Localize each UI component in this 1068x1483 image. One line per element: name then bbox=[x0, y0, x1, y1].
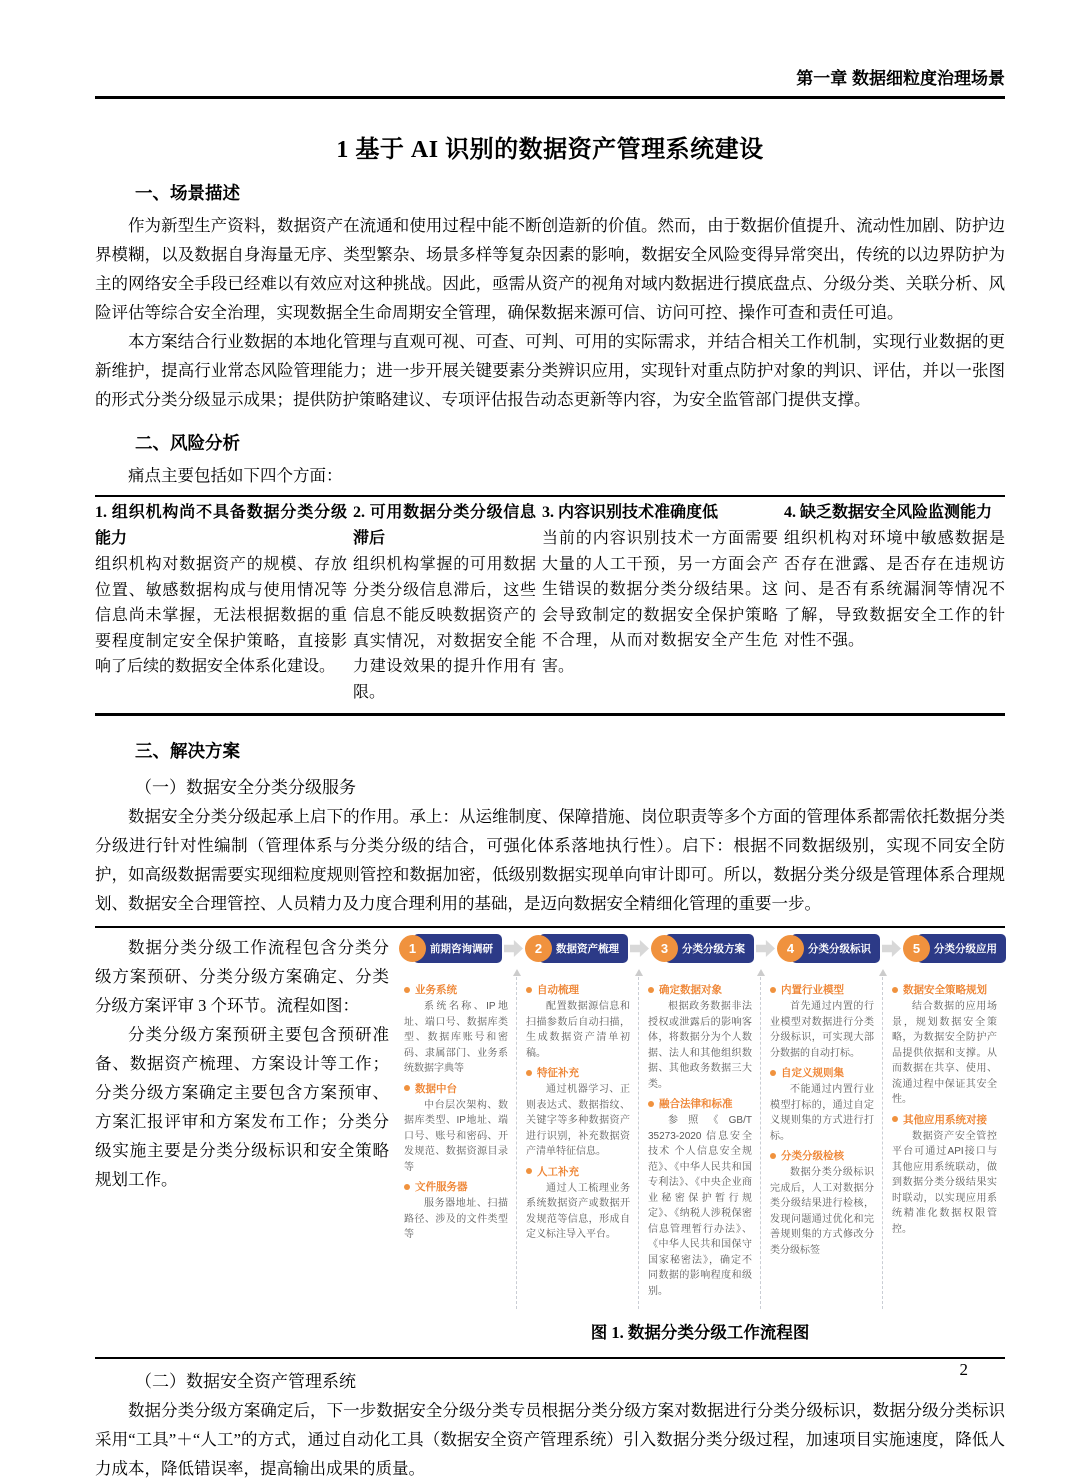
bullet-dot-icon bbox=[648, 1101, 654, 1107]
flow-step-chip-5 bbox=[903, 934, 1006, 963]
step-label: 前期咨询调研 bbox=[413, 934, 502, 963]
bullet-dot-icon bbox=[770, 1153, 776, 1159]
bullet-dot-icon bbox=[770, 987, 776, 993]
paragraph: 数据安全分类分级起承上启下的作用。承上：从运维制度、保障措施、岗位职责等多个方面的管理体系都需依托数据分类分级进行针对性编制（管理体系与分类分级的结合，可强化体系落地执行性）。启下：根据不同数据级别，实现不同安全防护，如高级数据需要实现细粒度规则管控和数据加密，低级别数据实现单向审计即可。所以，数据分类分级是管理体系合理规划、数据安全合理管控、人员精力及力度合理利用的基础，是迈向数据安全精细化管理的重要一步。 bbox=[95, 807, 1005, 913]
risk-cell-3 bbox=[542, 500, 778, 705]
risk-table bbox=[95, 495, 1005, 716]
flow-column-5 bbox=[883, 977, 1005, 1309]
figure-left-text bbox=[95, 928, 395, 1357]
step-number-badge: 3 bbox=[651, 935, 678, 962]
bullet-dot-icon bbox=[404, 987, 410, 993]
risk-title: 2. 可用数据分类分级信息滞后 bbox=[353, 504, 536, 547]
flow-item-title: 分类分级检核 bbox=[781, 1150, 844, 1162]
flow-step-chip-2 bbox=[525, 934, 628, 963]
risk-cell-4 bbox=[784, 500, 1005, 705]
flow-column-2 bbox=[517, 977, 639, 1309]
bullet-dot-icon bbox=[404, 1184, 410, 1190]
subsection-heading-2: （二）数据安全资产管理系统 bbox=[135, 1372, 356, 1391]
risk-cell-2 bbox=[353, 500, 536, 705]
flow-arrow-icon bbox=[630, 940, 649, 957]
step-number-badge: 4 bbox=[777, 935, 804, 962]
risk-intro: 痛点主要包括如下四个方面： bbox=[128, 466, 343, 485]
flow-arrow-icon bbox=[504, 940, 523, 957]
flow-item-title: 人工补充 bbox=[537, 1165, 579, 1178]
flow-item-title: 其他应用系统对接 bbox=[903, 1113, 987, 1126]
flowchart-detail-columns bbox=[395, 977, 1005, 1309]
header-rule bbox=[95, 96, 1005, 99]
paragraph: 数据分类分级工作流程包含分类分级方案预研、分类分级方案确定、分类分级方案评审 3 个环节。流程如图： bbox=[95, 938, 389, 1015]
paragraph: 作为新型生产资料，数据资产在流通和使用过程中能不断创造新的价值。然而，由于数据价值提升、流动性加剧、防护边界模糊，以及数据自身海量无序、类型繁杂、场景多样等复杂因素的影响，数据安全风险变得异常突出，传统的以边界防护为主的网络安全手段已经难以有效应对这种挑战。因此，亟需从资产的视角对域内数据进行摸底盘点、分级分类、关联分析、风险评估等综合安全治理，实现数据全生命周期安全管理，确保数据来源可信、访问可控、操作可查和责任可追。 bbox=[95, 216, 1005, 322]
step-number-badge: 1 bbox=[399, 935, 426, 962]
flow-step-chip-4 bbox=[777, 934, 880, 963]
flow-item-body: 中台层次架构、数据库类型、IP地址、端口号、账号和密码、开发规范、数据资源目录等 bbox=[404, 1099, 508, 1173]
flow-item-body: 服务器地址、扫描路径、涉及的文件类型等 bbox=[404, 1198, 508, 1240]
risk-body: 组织机构对数据资产的规模、存放位置、敏感数据构成与使用情况等信息尚未掌握，无法根据数据的重要程度制定安全保护策略，直接影响了后续的数据安全体系化建设。 bbox=[95, 556, 347, 675]
flowchart bbox=[395, 928, 1005, 1357]
flow-column-1 bbox=[395, 977, 517, 1309]
flow-step-chip-1 bbox=[399, 934, 502, 963]
step-label: 分类分级标识 bbox=[791, 934, 880, 963]
flow-item-body: 系统名称、IP地址、端口号、数据库类型、数据库账号和密码、隶属部门、业务系统数据字典等 bbox=[404, 1001, 508, 1074]
section-heading-3: 三、解决方案 bbox=[135, 741, 240, 761]
figure-caption: 图 1. 数据分类分级工作流程图 bbox=[590, 1323, 810, 1342]
flow-item-body: 通过人工梳理业务系统数据资产或数据开发规范等信息，形成自定义标注导入平台。 bbox=[526, 1182, 630, 1240]
risk-body: 组织机构对环境中敏感数据是否存在泄露、是否存在违规访问、是否有系统漏洞等情况不了解，导致数据安全工作的针对性不强。 bbox=[784, 530, 1005, 649]
flow-item-title: 融合法律和标准 bbox=[659, 1098, 733, 1110]
step-number-badge: 2 bbox=[525, 935, 552, 962]
flow-item-body: 配置数据源信息和扫描参数后自动扫描，生成数据资产清单初稿。 bbox=[526, 1001, 630, 1059]
flow-arrow-icon bbox=[882, 940, 901, 957]
bullet-dot-icon bbox=[892, 1116, 898, 1122]
step-label: 分类分级应用 bbox=[917, 934, 1006, 963]
step-label: 分类分级方案 bbox=[665, 934, 754, 963]
flow-item-body: 参照《GB/T 35273-2020 信息安全技术 个人信息安全规范》、《中华人民共和国专利法》、《中央企业商业秘密保护暂行规定》、《纳税人涉税保密信息管理暂行办法》、《中华人民共和国保守国家秘密法》，确定不同数据的影响程度和级别。 bbox=[648, 1115, 752, 1297]
paragraph: 本方案结合行业数据的本地化管理与直观可视、可查、可判、可用的实际需求，并结合相关工作机制，实现行业数据的更新维护，提高行业常态风险管理能力；进一步开展关键要素分类辨识应用，实现针对重点防护对象的判识、评估，并以一张图的形式分类分级显示成果；提供防护策略建议、专项评估报告动态更新等内容，为安全监管部门提供支撑。 bbox=[95, 332, 1005, 409]
flow-item-title: 自动梳理 bbox=[537, 984, 579, 996]
figure-block bbox=[95, 926, 1005, 1359]
page-content bbox=[95, 0, 1005, 1483]
flow-item-body: 数据分类分级标识完成后，人工对数据分类分级结果进行检核，发现问题通过优化和完善规则集的方式修改分类分级标签 bbox=[770, 1167, 874, 1256]
flow-item-body: 数据资产安全管控平台可通过API接口与其他应用系统联动，做到数据分类分级结果实时联动，以实现应用系统精准化数据权限管控。 bbox=[892, 1130, 997, 1235]
subsection-heading-1: （一）数据安全分类分级服务 bbox=[135, 778, 356, 797]
flow-item-title: 数据中台 bbox=[415, 1082, 457, 1095]
flow-item-title: 业务系统 bbox=[415, 984, 457, 996]
risk-title: 1. 组织机构尚不具备数据分类分级能力 bbox=[95, 504, 347, 547]
section-heading-1: 一、场景描述 bbox=[135, 183, 240, 203]
flow-item-body: 结合数据的应用场景，规划数据安全策略，为数据安全防护产品提供依据和支撑。从而数据在共享、使用、流通过程中保证其安全性。 bbox=[892, 1001, 997, 1105]
flow-item-title: 内置行业模型 bbox=[781, 984, 844, 996]
flow-item-title: 文件服务器 bbox=[415, 1181, 468, 1193]
flow-item-title: 数据安全策略规划 bbox=[903, 984, 987, 996]
risk-cell-1 bbox=[95, 500, 347, 705]
bullet-dot-icon bbox=[770, 1070, 776, 1076]
paragraph: 数据分类分级方案确定后，下一步数据安全分级分类专员根据分类分级方案对数据进行分类分级标识，数据分级分类标识采用“工具”＋“人工”的方式，通过自动化工具（数据安全资产管理系统）引入数据分类分级过程，加速项目实施速度，降低人力成本，降低错误率，提高输出成果的质量。 bbox=[95, 1401, 1005, 1478]
flow-item-title: 自定义规则集 bbox=[781, 1067, 844, 1079]
risk-body: 组织机构掌握的可用数据分类分级信息滞后，这些信息不能反映数据资产的真实情况，对数据安全能力建设效果的提升作用有限。 bbox=[353, 556, 536, 701]
bullet-dot-icon bbox=[526, 1168, 532, 1174]
bullet-dot-icon bbox=[526, 987, 532, 993]
bullet-dot-icon bbox=[526, 1070, 532, 1076]
section-heading-2: 二、风险分析 bbox=[135, 433, 240, 453]
flow-arrow-icon bbox=[756, 940, 775, 957]
chapter-header: 第一章 数据细粒度治理场景 bbox=[796, 69, 1005, 88]
risk-title: 3. 内容识别技术准确度低 bbox=[542, 504, 719, 521]
risk-body: 当前的内容识别技术一方面需要大量的人工干预，另一方面会产生错误的数据分类分级结果。这会导致制定的数据安全保护策略不合理，从而对数据安全产生危害。 bbox=[542, 530, 778, 675]
risk-title: 4. 缺乏数据安全风险监测能力 bbox=[784, 504, 993, 521]
flow-item-title: 特征补充 bbox=[537, 1067, 579, 1079]
paragraph: 分类分级方案预研主要包含预研准备、数据资产梳理、方案设计等工作；分类分级方案确定主要包含方案预审、方案汇报评审和方案发布工作；分类分级实施主要是分类分级标识和安全策略规划工作。 bbox=[95, 1025, 389, 1189]
bullet-dot-icon bbox=[404, 1085, 410, 1091]
flow-column-3 bbox=[639, 977, 761, 1309]
page-title: 1 基于 AI 识别的数据资产管理系统建设 bbox=[336, 137, 764, 163]
flow-column-4 bbox=[761, 977, 883, 1309]
page-number: 2 bbox=[959, 1360, 968, 1379]
flow-item-body: 通过机器学习、正则表达式、数据指纹、关键字等多种数据资产进行识别，补充数据资产清单特征信息。 bbox=[526, 1084, 630, 1157]
step-number-badge: 5 bbox=[903, 935, 930, 962]
flow-item-title: 确定数据对象 bbox=[659, 984, 722, 996]
flow-step-chip-3 bbox=[651, 934, 754, 963]
step-label: 数据资产梳理 bbox=[539, 934, 628, 963]
flow-item-body: 不能通过内置行业模型打标的，通过自定义规则集的方式进行打标。 bbox=[770, 1084, 874, 1142]
bullet-dot-icon bbox=[892, 987, 898, 993]
flowchart-steps-header bbox=[395, 932, 1005, 963]
flow-item-body: 首先通过内置的行业模型对数据进行分类分级标识，可实现大部分数据的自动打标。 bbox=[770, 1001, 874, 1059]
bullet-dot-icon bbox=[648, 987, 654, 993]
flow-item-body: 根据政务数据非法授权或泄露后的影响客体，将数据分为个人数据、法人和其他组织数据、其他政务数据三大类。 bbox=[648, 1001, 752, 1090]
